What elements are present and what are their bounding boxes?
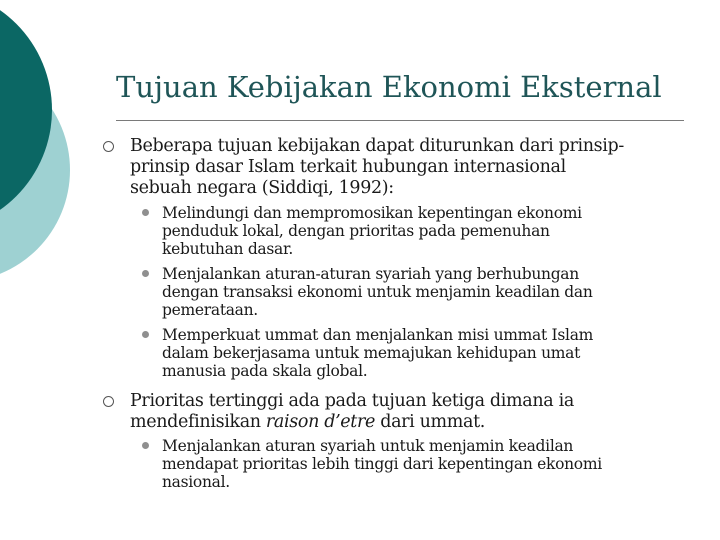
bullet-1-line-1: Beberapa tujuan kebijakan dapat diturunkan dari prinsip- xyxy=(130,136,624,156)
bullet-2-line-2-start: mendefinisikan xyxy=(130,412,266,432)
hollow-circle-bullet-icon xyxy=(103,396,114,407)
sub-bullet-1-3-line-2: dalam bekerjasama untuk memajukan kehidupan umat xyxy=(162,344,581,362)
sub-bullet-1-1 xyxy=(162,204,682,258)
bullet-2-line-2 xyxy=(130,412,690,433)
sub-bullet-1-1-line-1: Melindungi dan mempromosikan kepentingan ekonomi xyxy=(162,204,582,222)
sub-bullet-2-1-line-2: mendapat prioritas lebih tinggi dari kepentingan ekonomi xyxy=(162,455,602,473)
hollow-circle-bullet-icon xyxy=(103,141,114,152)
sub-bullet-1-3-line-3: manusia pada skala global. xyxy=(162,362,368,380)
sub-bullet-2-1-line-3: nasional. xyxy=(162,473,230,491)
bullet-2-line-2-end: dari ummat. xyxy=(375,412,486,432)
sub-bullet-2-1-line-1: Menjalankan aturan syariah untuk menjamin keadilan xyxy=(162,437,574,455)
sub-bullet-1-2 xyxy=(162,265,682,319)
bullet-1-line-2: prinsip dasar Islam terkait hubungan internasional xyxy=(130,157,566,177)
sub-bullet-1-2-line-3: pemerataan. xyxy=(162,301,258,319)
sub-bullet-1-3 xyxy=(162,326,682,380)
sub-bullet-1-2-line-1: Menjalankan aturan-aturan syariah yang berhubungan xyxy=(162,265,579,283)
bullet-1 xyxy=(130,136,690,199)
sub-bullet-1-3-line-1: Memperkuat ummat dan menjalankan misi ummat Islam xyxy=(162,326,594,344)
filled-dot-bullet-icon xyxy=(142,209,149,216)
filled-dot-bullet-icon xyxy=(142,442,149,449)
bullet-2-line-1: Prioritas tertinggi ada pada tujuan ketiga dimana ia xyxy=(130,391,574,411)
filled-dot-bullet-icon xyxy=(142,270,149,277)
sub-bullet-1-2-line-2: dengan transaksi ekonomi untuk menjamin keadilan dan xyxy=(162,283,593,301)
filled-dot-bullet-icon xyxy=(142,331,149,338)
bullet-2-italic-term: raison d’etre xyxy=(265,412,375,432)
sub-bullet-1-1-line-2: penduduk lokal, dengan prioritas pada pemenuhan xyxy=(162,222,550,240)
bullet-1-line-3: sebuah negara (Siddiqi, 1992): xyxy=(130,178,394,198)
sub-bullet-2-1 xyxy=(162,437,682,491)
bullet-2 xyxy=(130,391,690,433)
sub-bullet-1-1-line-3: kebutuhan dasar. xyxy=(162,240,294,258)
slide-title: Tujuan Kebijakan Ekonomi Eksternal xyxy=(116,70,662,104)
